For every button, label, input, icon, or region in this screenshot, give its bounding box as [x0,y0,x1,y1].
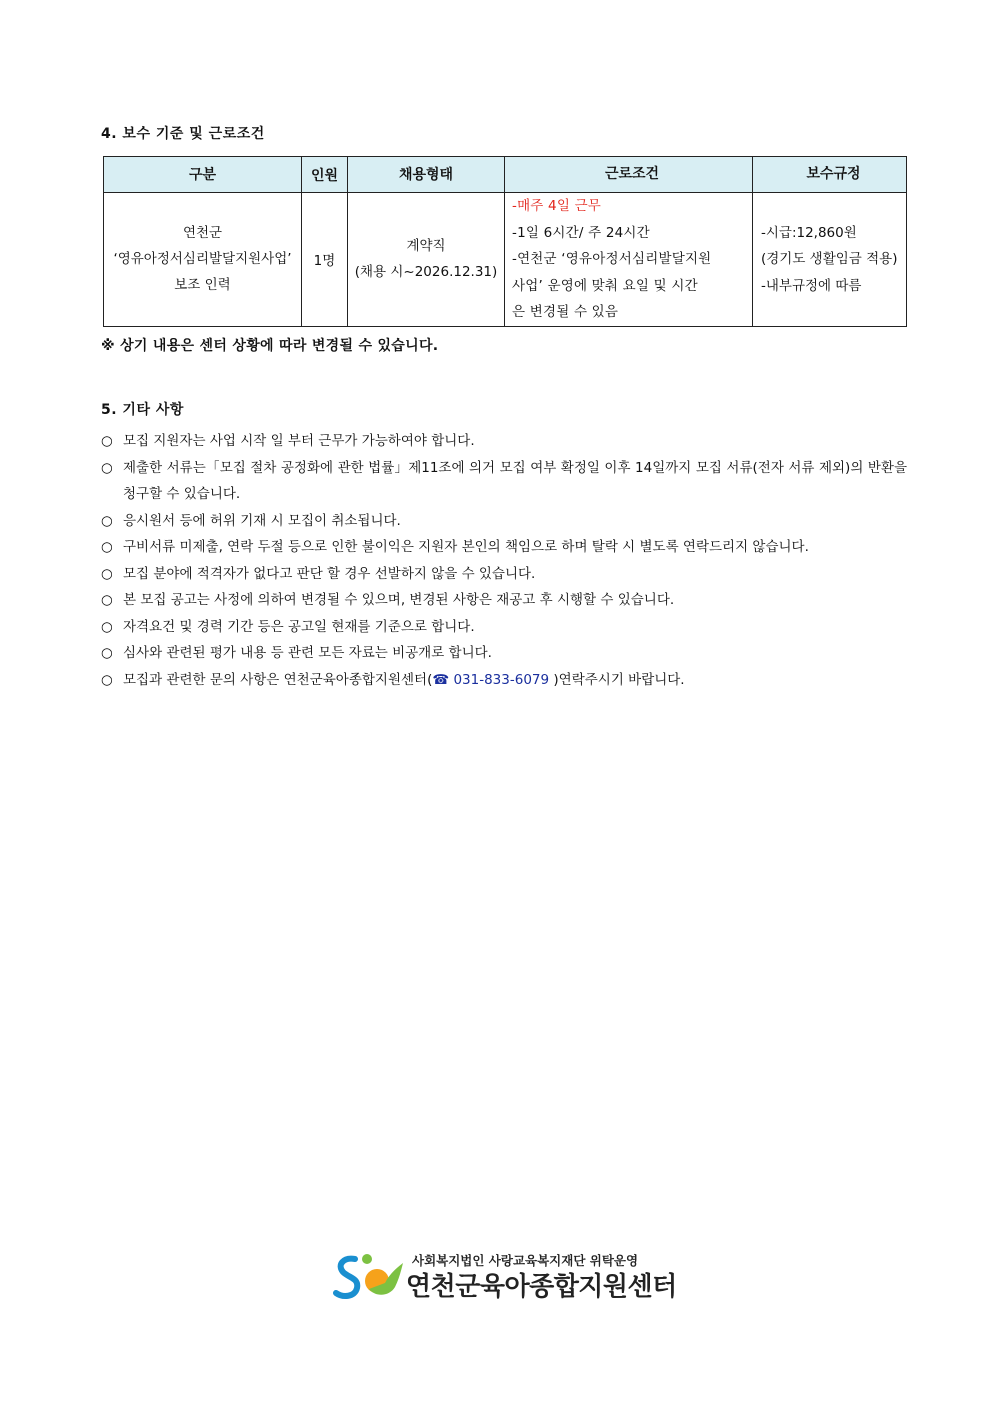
circle-bullet-icon: ○ [101,539,113,555]
section-5-title: 5. 기타 사항 [101,402,184,418]
cell-headcount: 1명 [302,193,348,327]
contact-item [101,667,907,694]
employment-line: (채용 시~2026.12.31) [354,264,498,281]
category-line: 연천군 [182,225,223,242]
header-work-conditions: 근로조건 [505,157,753,193]
pay-line: (경기도 생활임금 적용) [761,251,898,267]
header-headcount: 인원 [302,157,348,193]
pay-conditions-table [103,156,907,327]
section-4-title: 4. 보수 기준 및 근로조건 [101,126,265,142]
contact-phone: ☎ 031-833-6079 [432,671,550,688]
contact-prefix: 모집과 관련한 문의 사항은 연천군육아종합지원센터( [123,671,433,688]
circle-bullet-icon: ○ [101,645,113,661]
circle-bullet-icon: ○ [101,433,113,449]
pay-line: -시급:12,860원 [761,224,857,241]
other-items-list [101,428,907,693]
circle-bullet-icon: ○ [101,671,113,688]
category-line: 보조 인력 [174,277,231,294]
employment-line: 계약직 [406,238,446,255]
circle-bullet-icon: ○ [101,565,113,582]
item-text: 제출한 서류는「모집 절차 공정화에 관한 법률」제11조에 의거 모집 여부 확정일 이후 14일까지 모집 서류(전자 서류 제외)의 반환을 청구할 수 있습니다. [123,459,907,502]
conditions-highlight: -매주 4일 근무 [512,198,602,214]
circle-bullet-icon: ○ [101,512,113,529]
header-category: 구분 [104,157,302,193]
item-text: 심사와 관련된 평가 내용 등 관련 모든 자료는 비공개로 합니다. [123,645,492,661]
circle-bullet-icon: ○ [101,459,113,476]
cell-work-conditions [505,193,753,327]
contact-suffix: )연락주시기 바랍니다. [549,671,685,688]
header-pay-rules: 보수규정 [753,157,907,193]
footer-center-name: 연천군육아종합지원센터 [406,1272,677,1302]
cell-employment-type [348,193,505,327]
circle-bullet-icon: ○ [101,592,113,608]
list-item [101,640,907,667]
circle-bullet-icon: ○ [101,618,113,635]
list-item [101,508,907,535]
category-line: ‘영유아정서심리발달지원사업’ [113,251,292,268]
item-text: 모집 지원자는 사업 시작 일 부터 근무가 가능하여야 합니다. [123,433,475,449]
footer-subtitle: 사회복지법인 사랑교육복지재단 위탁운영 [412,1253,639,1268]
list-item [101,587,907,614]
center-logo-icon [333,1251,405,1303]
item-text: 본 모집 공고는 사정에 의하여 변경될 수 있으며, 변경된 사항은 재공고 후 시행할 수 있습니다. [123,592,675,608]
table-row [104,193,907,327]
cell-category [104,193,302,327]
item-text: 응시원서 등에 허위 기재 시 모집이 취소됩니다. [123,512,401,529]
item-text: 구비서류 미제출, 연락 두절 등으로 인한 불이익은 지원자 본인의 책임으로 하며 탈락 시 별도록 연락드리지 않습니다. [123,539,809,555]
conditions-line: 은 변경될 수 있음 [512,304,619,320]
change-notice: ※ 상기 내용은 센터 상황에 따라 변경될 수 있습니다. [101,338,439,354]
footer-logo-block [333,1247,677,1307]
list-item [101,428,907,455]
list-item [101,614,907,641]
item-text: 자격요건 및 경력 기간 등은 공고일 현재를 기준으로 합니다. [123,618,475,635]
conditions-line: -연천군 ‘영유아정서심리발달지원 [512,251,712,267]
pay-line: -내부규정에 따름 [761,277,862,294]
list-item [101,455,907,508]
conditions-line: -1일 6시간/ 주 24시간 [512,224,650,241]
item-text: 모집 분야에 적격자가 없다고 판단 할 경우 선발하지 않을 수 있습니다. [123,565,536,582]
conditions-line: 사업’ 운영에 맞춰 요일 및 시간 [512,277,698,294]
header-employment-type: 채용형태 [348,157,505,193]
table-header-row [104,157,907,193]
list-item [101,534,907,561]
list-item [101,561,907,588]
cell-pay-rules [753,193,907,327]
